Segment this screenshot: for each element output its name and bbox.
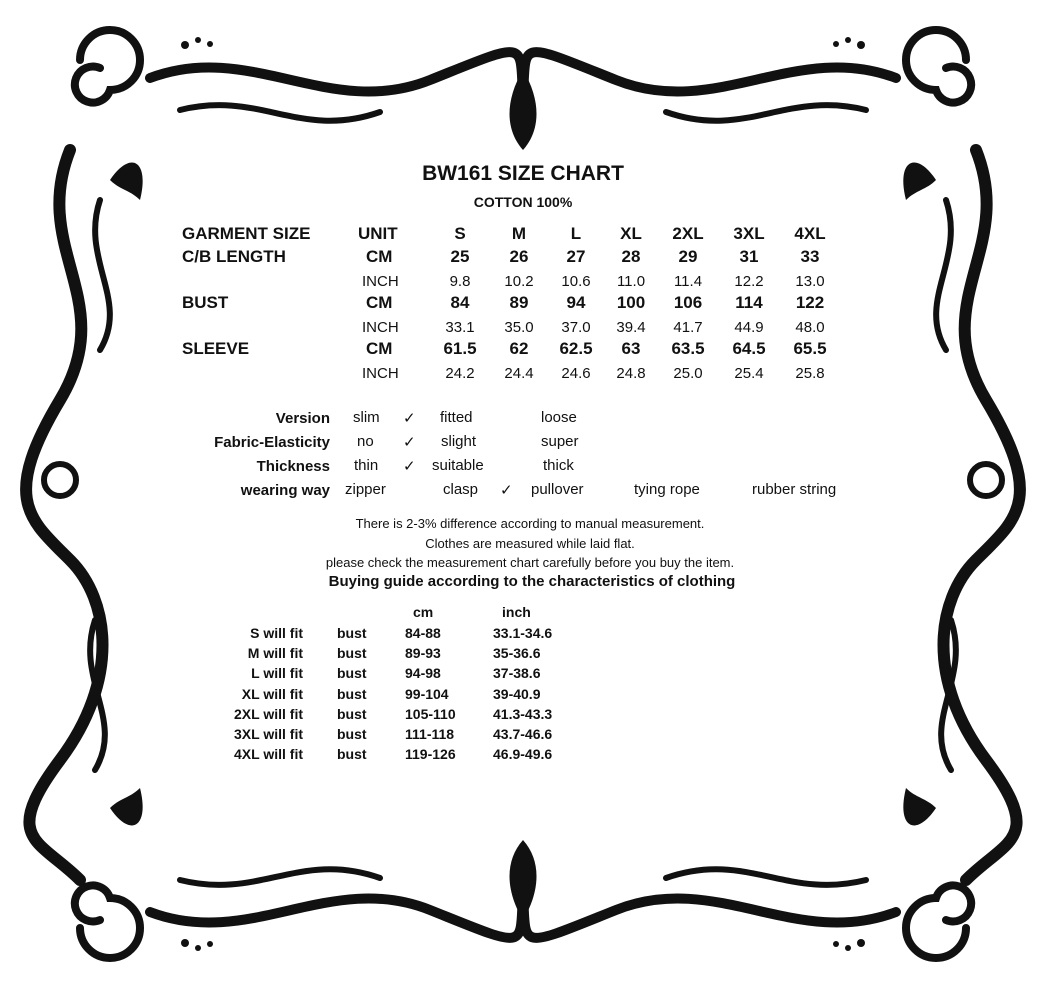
guide-part: bust	[337, 645, 367, 662]
header-size-3xl: 3XL	[733, 224, 765, 243]
table-cell: 63.5	[671, 339, 705, 358]
table-cell: 24.4	[504, 365, 534, 382]
table-cell: 41.7	[673, 319, 703, 336]
guide-cm: 119-126	[405, 746, 456, 763]
attribute-option: loose	[541, 409, 577, 426]
header-size-m: M	[511, 224, 527, 243]
table-cell: 122	[795, 293, 825, 312]
row-unit: CM	[366, 293, 393, 312]
chart-title: BW161 SIZE CHART	[422, 162, 624, 185]
header-garment-size: GARMENT SIZE	[182, 224, 311, 243]
guide-inch: 39-40.9	[493, 685, 541, 702]
guide-inch: 37-38.6	[493, 665, 541, 682]
attribute-option: clasp	[443, 481, 479, 498]
header-size-4xl: 4XL	[794, 224, 826, 243]
row-unit: INCH	[362, 319, 399, 336]
attribute-option: zipper	[345, 481, 386, 498]
row-label: C/B LENGTH	[182, 247, 286, 266]
attribute-option: slim	[353, 409, 380, 426]
header-size-xl: XL	[620, 224, 642, 243]
row-unit: INCH	[362, 365, 399, 382]
guide-cm: 105-110	[405, 705, 456, 722]
header-unit: UNIT	[358, 224, 398, 243]
table-cell: 10.6	[561, 273, 591, 290]
table-cell: 28	[621, 247, 641, 266]
guide-size: XL will fit	[241, 685, 303, 702]
table-cell: 94	[566, 293, 586, 312]
header-size-2xl: 2XL	[672, 224, 704, 243]
guide-inch: 33.1-34.6	[493, 625, 553, 641]
note-line: Clothes are measured while laid flat.	[425, 536, 635, 551]
material-label: COTTON 100%	[473, 194, 573, 210]
table-cell: 89	[509, 293, 529, 312]
row-unit: CM	[366, 339, 393, 358]
row-label: SLEEVE	[182, 339, 250, 358]
attribute-option: suitable	[432, 457, 484, 474]
guide-part: bust	[337, 726, 367, 742]
attribute-option: fitted	[440, 409, 473, 426]
table-cell: 35.0	[504, 319, 534, 336]
table-cell: 10.2	[504, 273, 534, 290]
row-unit: INCH	[362, 273, 399, 290]
guide-size: L will fit	[251, 665, 303, 682]
guide-size: 3XL will fit	[234, 726, 303, 742]
guide-size: 4XL will fit	[234, 746, 303, 763]
table-cell: 11.4	[673, 273, 703, 290]
table-cell: 13.0	[795, 273, 825, 290]
guide-col-cm: cm	[413, 604, 434, 620]
attribute-option: thick	[543, 457, 574, 474]
header-size-s: S	[454, 224, 466, 243]
check-mark-icon: ✓	[403, 434, 416, 451]
table-cell: 62	[509, 339, 529, 358]
guide-inch: 43.7-46.6	[493, 726, 553, 742]
guide-part: bust	[337, 665, 367, 682]
table-cell: 106	[673, 293, 703, 312]
attribute-label: wearing way	[240, 482, 330, 499]
attribute-label: Version	[275, 410, 330, 427]
attribute-option: tying rope	[634, 481, 700, 498]
table-cell: 9.8	[449, 273, 471, 290]
note-line: There is 2-3% difference according to manual measurement.	[355, 516, 705, 531]
table-cell: 62.5	[559, 339, 593, 358]
guide-inch: 46.9-49.6	[493, 746, 553, 763]
table-cell: 25.4	[734, 365, 764, 382]
table-cell: 25	[450, 247, 470, 266]
guide-size: 2XL will fit	[234, 705, 303, 722]
guide-cm: 84-88	[405, 625, 441, 641]
header-size-l: L	[570, 224, 582, 243]
table-cell: 31	[739, 247, 759, 266]
table-cell: 37.0	[561, 319, 591, 336]
table-cell: 24.2	[445, 365, 475, 382]
table-cell: 114	[735, 293, 763, 312]
table-cell: 25.8	[795, 365, 825, 382]
table-cell: 11.0	[616, 273, 646, 290]
table-cell: 61.5	[443, 339, 477, 358]
attribute-label: Fabric-Elasticity	[214, 434, 330, 451]
table-cell: 63	[621, 339, 641, 358]
guide-part: bust	[337, 685, 367, 702]
table-cell: 64.5	[732, 339, 766, 358]
attribute-option: rubber string	[752, 481, 837, 498]
table-cell: 24.6	[561, 365, 591, 382]
guide-part: bust	[337, 705, 367, 722]
table-cell: 25.0	[673, 365, 703, 382]
table-cell: 100	[616, 293, 646, 312]
guide-cm: 99-104	[405, 685, 449, 702]
table-cell: 33.1	[445, 319, 475, 336]
guide-inch: 41.3-43.3	[493, 705, 553, 722]
attribute-option: pullover	[531, 481, 584, 498]
check-mark-icon: ✓	[500, 482, 513, 499]
attribute-option: super	[541, 433, 579, 450]
table-cell: 39.4	[616, 319, 646, 336]
table-cell: 29	[678, 247, 698, 266]
table-cell: 24.8	[616, 365, 646, 382]
attribute-label: Thickness	[256, 458, 330, 475]
table-cell: 65.5	[793, 339, 827, 358]
guide-part: bust	[337, 746, 367, 763]
guide-col-inch: inch	[502, 604, 531, 620]
check-mark-icon: ✓	[403, 410, 416, 427]
guide-size: M will fit	[247, 645, 303, 662]
attribute-option: no	[357, 433, 374, 450]
attribute-option: thin	[354, 457, 379, 474]
table-cell: 33	[800, 247, 820, 266]
guide-size: S will fit	[250, 625, 303, 641]
table-cell: 84	[450, 293, 470, 312]
table-cell: 48.0	[795, 319, 825, 336]
guide-cm: 89-93	[405, 645, 441, 662]
buying-guide-heading: Buying guide according to the characteristics of clothing	[328, 573, 736, 590]
guide-cm: 94-98	[405, 665, 441, 682]
table-cell: 26	[509, 247, 529, 266]
table-cell: 44.9	[734, 319, 764, 336]
guide-cm: 111-118	[405, 726, 455, 742]
note-line: please check the measurement chart carefully before you buy the item.	[325, 555, 735, 570]
attribute-option: slight	[441, 433, 477, 450]
table-cell: 27	[566, 247, 586, 266]
guide-inch: 35-36.6	[493, 645, 541, 662]
row-unit: CM	[366, 247, 393, 266]
guide-part: bust	[337, 625, 367, 641]
row-label: BUST	[182, 293, 229, 312]
check-mark-icon: ✓	[403, 458, 416, 475]
table-cell: 12.2	[734, 273, 764, 290]
